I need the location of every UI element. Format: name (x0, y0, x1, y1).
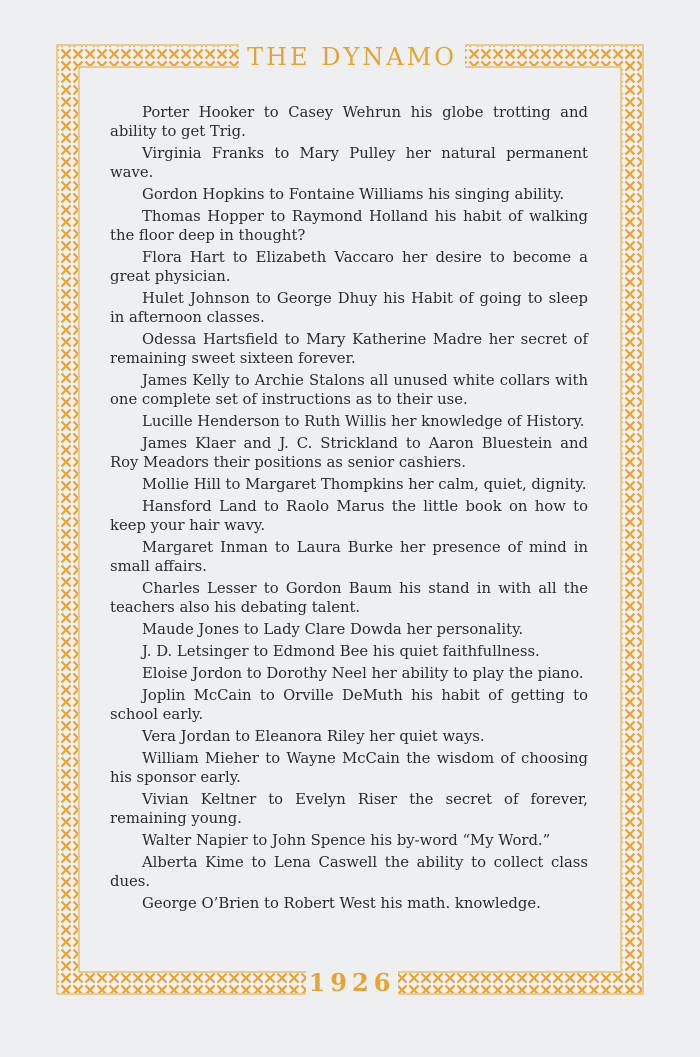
list-item: George O’Brien to Robert West his math. knowledge. (142, 895, 541, 912)
page-footer-year: 1926 (306, 966, 398, 1000)
page-header-title: THE DYNAMO (239, 40, 465, 74)
border-right (622, 46, 642, 993)
list-item: Gordon Hopkins to Fontaine Williams his singing ability. (142, 186, 565, 203)
list-item: Virginia Franks to Mary Pulley her natural permanent wave. (110, 145, 588, 181)
list-item: Margaret Inman to Laura Burke her presence of mind in small affairs. (110, 539, 588, 575)
list-item: William Mieher to Wayne McCain the wisdom of choosing his sponsor early. (110, 750, 588, 786)
list-item: Walter Napier to John Spence his by-word “My Word.” (142, 832, 551, 849)
list-item: Joplin McCain to Orville DeMuth his habit of getting to school early. (110, 687, 588, 723)
list-item: Flora Hart to Elizabeth Vaccaro her desire to become a great physician. (110, 249, 588, 285)
list-item: J. D. Letsinger to Edmond Bee his quiet faithfullness. (142, 643, 540, 660)
bequest-list (110, 103, 588, 916)
list-item: Alberta Kime to Lena Caswell the ability to collect class dues. (110, 854, 588, 890)
list-item: Vivian Keltner to Evelyn Riser the secret of forever, remaining young. (110, 791, 588, 827)
list-item: Hulet Johnson to George Dhuy his Habit of going to sleep in afternoon classes. (110, 290, 588, 326)
list-item: Charles Lesser to Gordon Baum his stand in with all the teachers also his debating talent. (110, 580, 588, 616)
list-item: Eloise Jordon to Dorothy Neel her ability to play the piano. (142, 665, 584, 682)
list-item: Mollie Hill to Margaret Thompkins her calm, quiet, dignity. (142, 476, 587, 493)
list-item: James Klaer and J. C. Strickland to Aaron Bluestein and Roy Meadors their positions as senior cashiers. (110, 435, 588, 471)
list-item: Hansford Land to Raolo Marus the little book on how to keep your hair wavy. (110, 498, 588, 534)
list-item: James Kelly to Archie Stalons all unused white collars with one complete set of instructions as to their use. (110, 372, 588, 408)
list-item: Vera Jordan to Eleanora Riley her quiet ways. (142, 728, 485, 745)
list-item: Odessa Hartsfield to Mary Katherine Madre her secret of remaining sweet sixteen forever. (110, 331, 588, 367)
list-item: Thomas Hopper to Raymond Holland his habit of walking the floor deep in thought? (110, 208, 588, 244)
list-item: Lucille Henderson to Ruth Willis her knowledge of History. (142, 413, 585, 430)
list-item: Porter Hooker to Casey Wehrun his globe trotting and ability to get Trig. (110, 104, 588, 140)
list-item: Maude Jones to Lady Clare Dowda her personality. (142, 621, 524, 638)
border-left (58, 46, 78, 993)
